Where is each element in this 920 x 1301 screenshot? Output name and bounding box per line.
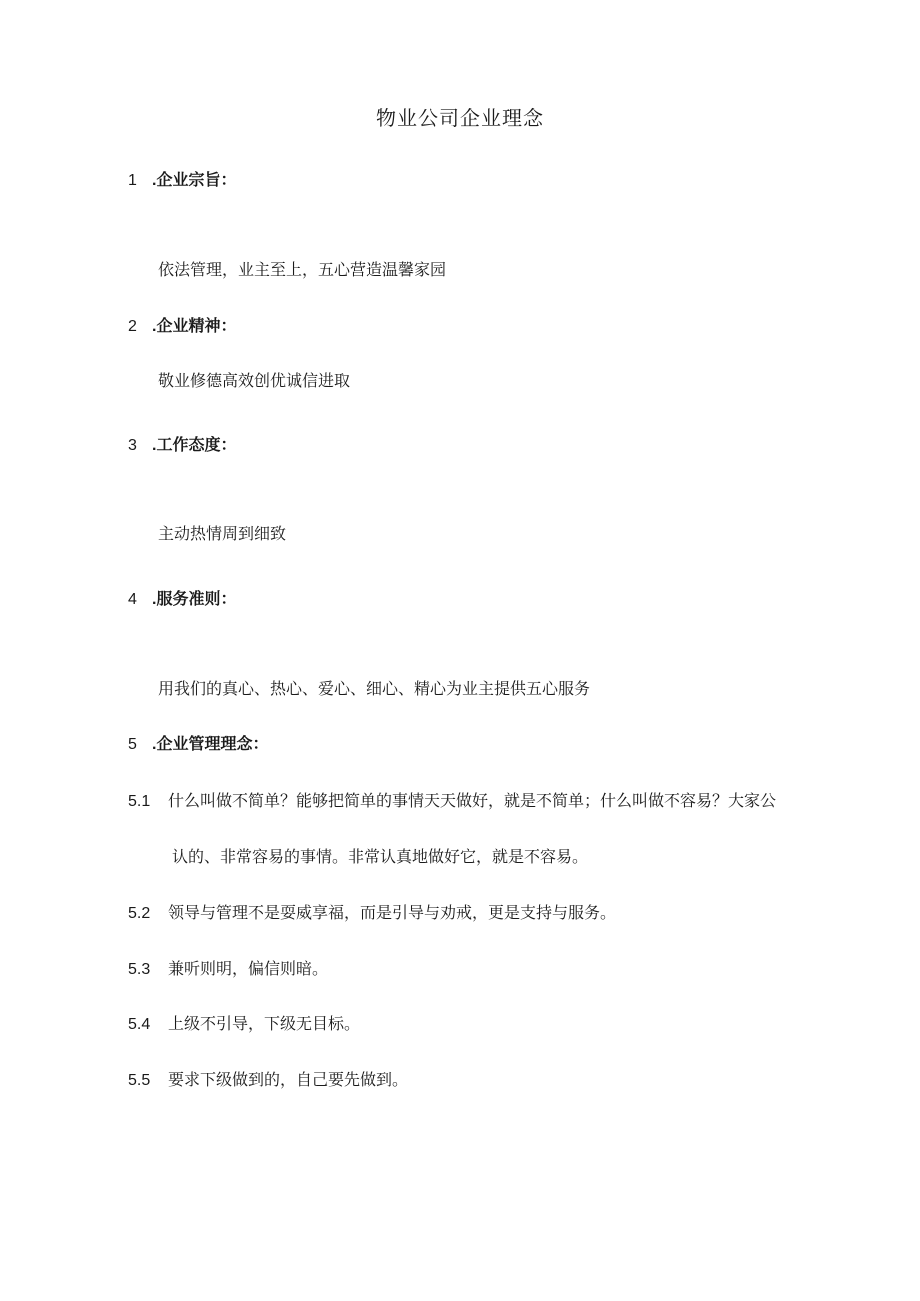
section-content-3: 主动热情周到细致: [158, 524, 287, 543]
subitem-5-2: [128, 901, 616, 926]
subitem-text: 兼听则明，偏信则暗。: [168, 959, 329, 978]
section-label: .企业精神：: [152, 318, 237, 335]
section-label: .服务准则：: [152, 591, 237, 608]
section-label: .企业宗旨：: [152, 172, 237, 189]
section-number: 2: [128, 318, 137, 335]
section-number: 3: [128, 437, 137, 454]
section-label: .工作态度：: [152, 437, 237, 454]
subitem-number: 5.3: [128, 961, 151, 978]
subitem-5-4: [128, 1012, 360, 1037]
subitem-number: 5.1: [128, 793, 151, 810]
section-number: 4: [128, 591, 137, 608]
subitem-5-1-continuation: 认的、非常容易的事情。非常认真地做好它，就是不容易。: [172, 847, 589, 866]
subitem-5-3: [128, 957, 328, 982]
subitem-number: 5.4: [128, 1016, 151, 1033]
section-content-1: 依法管理，业主至上，五心营造温馨家园: [158, 260, 447, 279]
section-heading-4: [128, 587, 236, 612]
subitem-text: 上级不引导，下级无目标。: [168, 1014, 361, 1033]
section-content-2: 敬业修德高效创优诚信进取: [158, 371, 351, 390]
section-number: 1: [128, 172, 137, 189]
section-label: .企业管理理念：: [152, 736, 269, 753]
section-heading-2: [128, 314, 236, 339]
document-title: 物业公司企业理念: [376, 106, 544, 130]
section-number: 5: [128, 736, 137, 753]
section-heading-3: [128, 433, 236, 458]
section-heading-5: [128, 732, 268, 757]
subitem-text: 要求下级做到的，自己要先做到。: [168, 1070, 409, 1089]
subitem-5-5: [128, 1068, 408, 1093]
subitem-text: 什么叫做不简单？能够把简单的事情天天做好，就是不简单；什么叫做不容易？大家公: [168, 791, 777, 810]
subitem-number: 5.2: [128, 905, 151, 922]
subitem-5-1: [128, 789, 776, 814]
section-heading-1: [128, 168, 236, 193]
subitem-number: 5.5: [128, 1072, 151, 1089]
subitem-text: 领导与管理不是耍威享福，而是引导与劝戒，更是支持与服务。: [168, 903, 617, 922]
section-content-4: 用我们的真心、热心、爱心、细心、精心为业主提供五心服务: [158, 679, 591, 698]
